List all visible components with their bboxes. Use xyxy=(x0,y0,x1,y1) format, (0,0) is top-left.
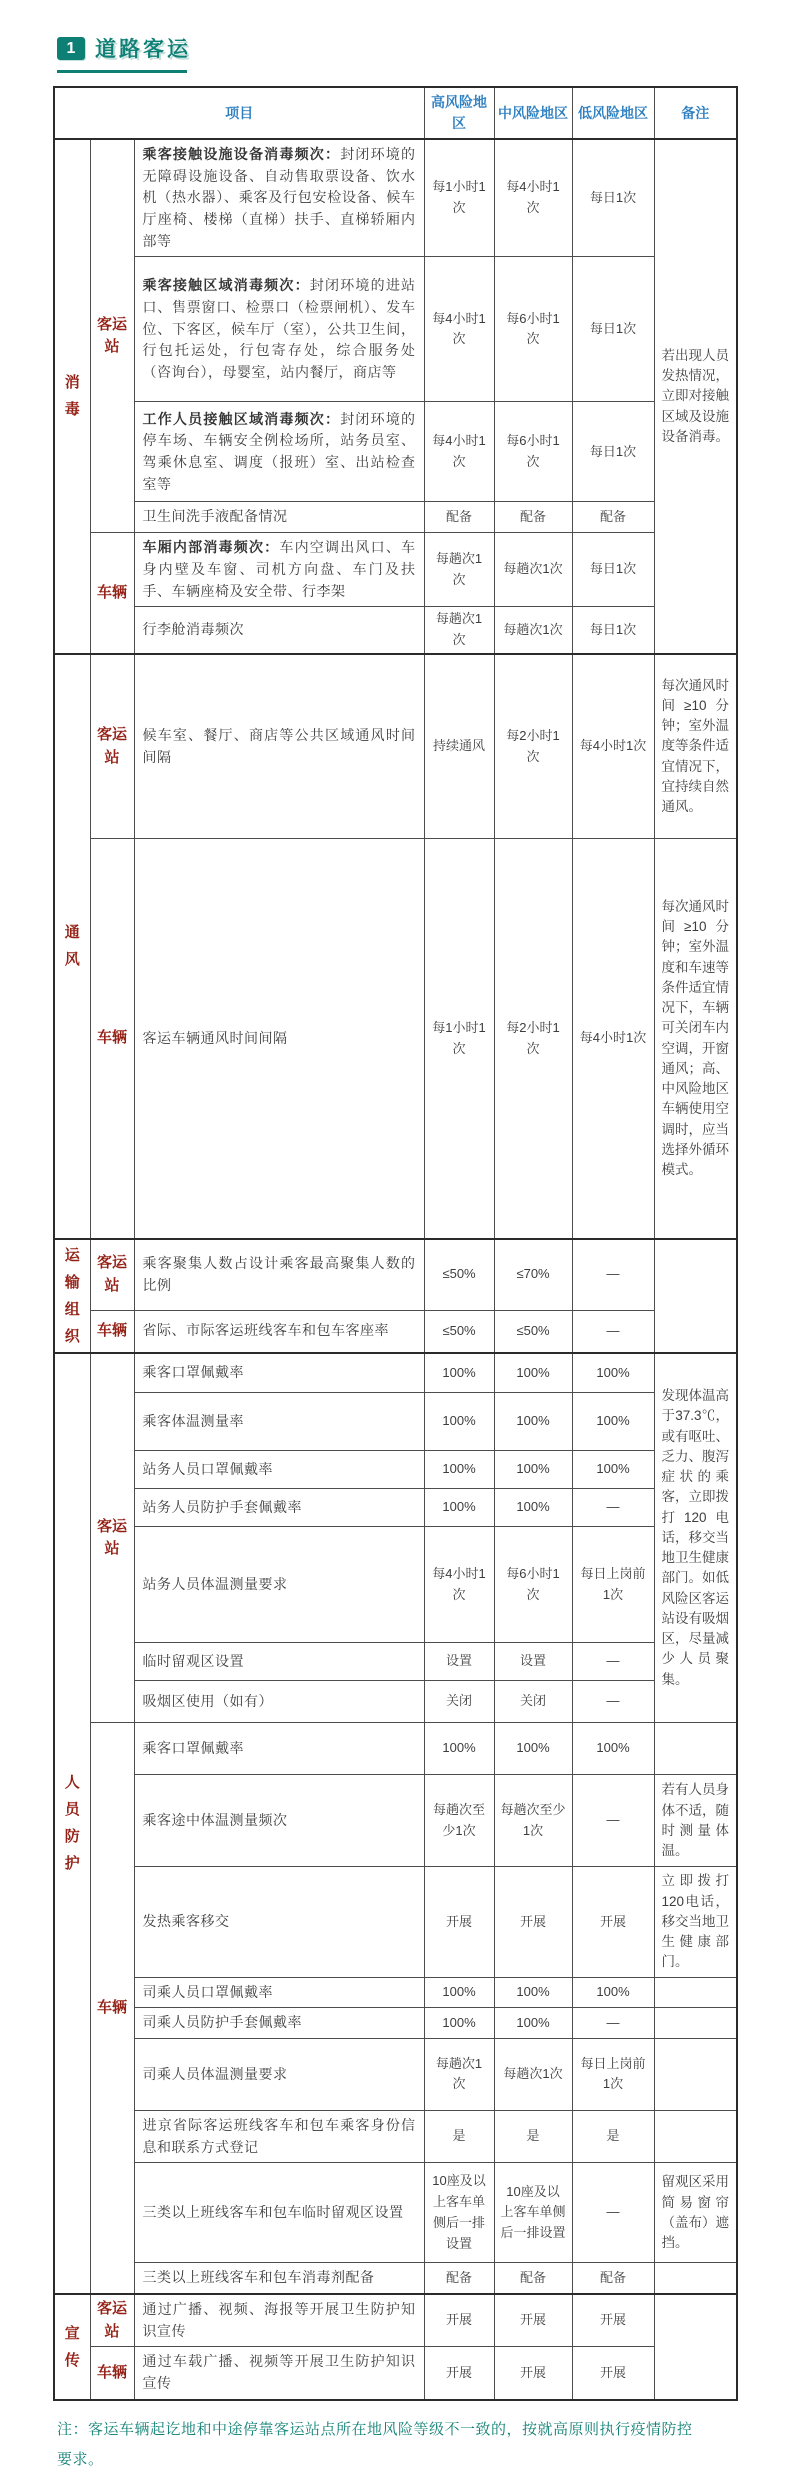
table-row xyxy=(54,1643,737,1681)
value-low: 是 xyxy=(572,2110,654,2162)
vertical-label: 客运站 xyxy=(96,315,127,356)
value-mid: 每趟次1次 xyxy=(494,2038,572,2110)
col-header-low-risk: 低风险地区 xyxy=(572,87,654,139)
vertical-label: 车辆 xyxy=(96,1321,127,1339)
value-mid: 配备 xyxy=(494,2263,572,2294)
value-high: 100% xyxy=(424,2008,494,2039)
table-row xyxy=(54,839,737,1239)
value-mid: 100% xyxy=(494,1489,572,1527)
table-row xyxy=(54,2263,737,2294)
vertical-label: 客运站 xyxy=(96,726,127,766)
value-mid: 每趟次1次 xyxy=(494,607,572,654)
remark-cell xyxy=(654,2263,737,2294)
vertical-label: 客运站 xyxy=(96,1254,127,1294)
value-high: 100% xyxy=(424,1451,494,1489)
table-row xyxy=(54,2008,737,2039)
value-low: 每日上岗前1次 xyxy=(572,1527,654,1643)
remark-cell: 发现体温高于37.3℃，或有呕吐、乏力、腹泻症状的乘客，立即拨打120电话，移交当地卫生健康部门。如低风险区客运站设有吸烟区，尽量减少人员聚集。 xyxy=(654,1353,737,1723)
table-row xyxy=(54,2110,737,2162)
value-mid: 每趟次至少1次 xyxy=(494,1775,572,1867)
value-low: 100% xyxy=(572,1977,654,2008)
item-cell xyxy=(134,1643,424,1681)
sub-label-vehicle xyxy=(90,839,134,1239)
value-high: 开展 xyxy=(424,2347,494,2400)
value-mid: 配备 xyxy=(494,502,572,533)
value-mid: 每6小时1次 xyxy=(494,1527,572,1643)
value-high: 10座及以上客车单侧后一排设置 xyxy=(424,2163,494,2263)
item-cell xyxy=(134,1353,424,1393)
value-mid: 是 xyxy=(494,2110,572,2162)
item-text: 封闭环境的停车场、车辆安全例检场所，站务员室、驾乘休息室、调度（报班）室、出站检查室等 xyxy=(142,410,416,492)
item-text: 乘客口罩佩戴率 xyxy=(142,1364,244,1381)
value-high: 每趟次1次 xyxy=(424,533,494,607)
table-row xyxy=(54,1489,737,1527)
vertical-label: 车辆 xyxy=(96,1029,127,1047)
sub-label-station xyxy=(90,654,134,839)
vertical-label: 消毒 xyxy=(64,374,80,419)
value-low: — xyxy=(572,1775,654,1867)
section-label-publicity xyxy=(54,2294,90,2400)
value-mid: 开展 xyxy=(494,2347,572,2400)
item-cell xyxy=(134,1239,424,1310)
table-row xyxy=(54,2038,737,2110)
sub-label-vehicle xyxy=(90,2347,134,2400)
col-header-mid-risk: 中风险地区 xyxy=(494,87,572,139)
value-low: 100% xyxy=(572,1723,654,1775)
item-cell xyxy=(134,402,424,502)
item-text: 省际、市际客运班线客车和包车客座率 xyxy=(142,1322,389,1339)
table-row xyxy=(54,1775,737,1867)
section-label-transport-organization xyxy=(54,1239,90,1353)
value-low: 100% xyxy=(572,1451,654,1489)
sub-label-station xyxy=(90,1353,134,1723)
value-mid: 关闭 xyxy=(494,1681,572,1723)
item-cell xyxy=(134,607,424,654)
table-row xyxy=(54,1451,737,1489)
value-mid: 10座及以上客车单侧后一排设置 xyxy=(494,2163,572,2263)
table-row xyxy=(54,257,737,402)
value-mid: 100% xyxy=(494,2008,572,2039)
remark-cell xyxy=(654,1723,737,1775)
remark-cell xyxy=(654,2038,737,2110)
item-cell xyxy=(134,533,424,607)
vertical-label: 客运站 xyxy=(96,2300,127,2340)
risk-measures-table xyxy=(53,86,738,2401)
item-cell xyxy=(134,839,424,1239)
value-mid: 100% xyxy=(494,1451,572,1489)
vertical-label: 车辆 xyxy=(96,2363,127,2381)
remark-cell xyxy=(654,1239,737,1353)
value-low: 每日1次 xyxy=(572,257,654,402)
remark-cell: 每次通风时间≥10分钟；室外温度和车速等条件适宜情况下，车辆可关闭车内空调，开窗通风；高、中风险地区车辆使用空调时，应当选择外循环模式。 xyxy=(654,839,737,1239)
vertical-label: 车辆 xyxy=(96,1998,127,2016)
item-text: 临时留观区设置 xyxy=(142,1652,244,1669)
item-cell xyxy=(134,1775,424,1867)
item-cell xyxy=(134,1681,424,1723)
table-row xyxy=(54,1977,737,2008)
value-mid: 每6小时1次 xyxy=(494,257,572,402)
table-row xyxy=(54,2294,737,2347)
table-row xyxy=(54,2163,737,2263)
table-row xyxy=(54,139,737,257)
item-cell xyxy=(134,502,424,533)
remark-cell xyxy=(654,1977,737,2008)
sub-label-station xyxy=(90,1239,134,1310)
value-low: 每日1次 xyxy=(572,607,654,654)
value-high: 100% xyxy=(424,1977,494,2008)
value-high: 配备 xyxy=(424,502,494,533)
page-title: 道路客运 xyxy=(95,38,191,61)
item-cell xyxy=(134,1310,424,1353)
table-header-row xyxy=(54,87,737,139)
value-high: 每趟次1次 xyxy=(424,607,494,654)
item-cell xyxy=(134,1527,424,1643)
vertical-label: 人员防护 xyxy=(64,1774,80,1873)
value-high: 每4小时1次 xyxy=(424,257,494,402)
item-text: 司乘人员防护手套佩戴率 xyxy=(142,2014,302,2031)
item-cell xyxy=(134,1977,424,2008)
remark-cell: 立即拨打120电话，移交当地卫生健康部门。 xyxy=(654,1867,737,1977)
item-text: 站务人员防护手套佩戴率 xyxy=(142,1498,302,1515)
title-underline xyxy=(57,70,187,73)
value-mid: 每2小时1次 xyxy=(494,654,572,839)
value-low: 每日上岗前1次 xyxy=(572,2038,654,2110)
value-low: 配备 xyxy=(572,2263,654,2294)
value-mid: 开展 xyxy=(494,2294,572,2347)
item-text: 通过车载广播、视频等开展卫生防护知识宣传 xyxy=(142,2353,416,2392)
vertical-label: 客运站 xyxy=(96,1517,127,1558)
item-cell xyxy=(134,2263,424,2294)
value-mid: 100% xyxy=(494,1723,572,1775)
table-row xyxy=(54,1393,737,1451)
table-row xyxy=(54,2347,737,2400)
sub-label-vehicle xyxy=(90,533,134,654)
section-number-badge: 1 xyxy=(57,37,85,60)
sub-label-station xyxy=(90,2294,134,2347)
remark-cell: 每次通风时间≥10分钟；室外温度等条件适宜情况下，宜持续自然通风。 xyxy=(654,654,737,839)
item-text: 乘客体温测量率 xyxy=(142,1412,244,1429)
value-high: 开展 xyxy=(424,1867,494,1977)
value-low: 每4小时1次 xyxy=(572,839,654,1239)
item-cell xyxy=(134,2163,424,2263)
value-high: 每趟次1次 xyxy=(424,2038,494,2110)
item-cell xyxy=(134,2294,424,2347)
item-text: 司乘人员体温测量要求 xyxy=(142,2065,288,2082)
item-text: 客运车辆通风时间间隔 xyxy=(142,1029,288,1046)
value-low: — xyxy=(572,2163,654,2263)
value-high: ≤50% xyxy=(424,1239,494,1310)
item-cell xyxy=(134,1451,424,1489)
item-bold-text: 工作人员接触区域消毒频次： xyxy=(142,410,341,427)
value-low: 开展 xyxy=(572,2347,654,2400)
value-high: 100% xyxy=(424,1393,494,1451)
item-text: 封闭环境的进站口、售票窗口、检票口（检票闸机）、发车位、下客区，候车厅（室），公共卫生间，行包托运处，行包寄存处，综合服务处（咨询台），母婴室，站内餐厅，商店等 xyxy=(142,277,416,380)
item-bold-text: 乘客接触区域消毒频次： xyxy=(142,277,310,294)
table-row xyxy=(54,1527,737,1643)
value-low: 100% xyxy=(572,1393,654,1451)
col-header-remark: 备注 xyxy=(654,87,737,139)
value-low: 配备 xyxy=(572,502,654,533)
item-text: 吸烟区使用（如有） xyxy=(142,1692,273,1709)
item-cell xyxy=(134,2347,424,2400)
item-cell xyxy=(134,1393,424,1451)
item-text: 行李舱消毒频次 xyxy=(142,621,244,638)
remark-cell: 若有人员身体不适，随时测量体温。 xyxy=(654,1775,737,1867)
value-low: 每4小时1次 xyxy=(572,654,654,839)
table-row xyxy=(54,654,737,839)
vertical-label: 宣传 xyxy=(64,2324,80,2369)
value-high: 开展 xyxy=(424,2294,494,2347)
value-high: 持续通风 xyxy=(424,654,494,839)
table-row xyxy=(54,1867,737,1977)
item-cell xyxy=(134,2008,424,2039)
value-mid: 设置 xyxy=(494,1643,572,1681)
item-text: 乘客口罩佩戴率 xyxy=(142,1739,244,1756)
value-low: — xyxy=(572,1489,654,1527)
item-text: 候车室、餐厅、商店等公共区域通风时间间隔 xyxy=(142,726,416,765)
value-high: 每1小时1次 xyxy=(424,839,494,1239)
table-row xyxy=(54,1310,737,1353)
value-high: 每4小时1次 xyxy=(424,402,494,502)
item-text: 三类以上班线客车和包车消毒剂配备 xyxy=(142,2269,375,2286)
item-cell xyxy=(134,2110,424,2162)
value-low: 开展 xyxy=(572,2294,654,2347)
vertical-label: 通风 xyxy=(64,924,80,969)
value-low: 开展 xyxy=(572,1867,654,1977)
col-header-project: 项目 xyxy=(54,87,424,139)
table-row xyxy=(54,1681,737,1723)
table-row xyxy=(54,1723,737,1775)
sub-label-vehicle xyxy=(90,1310,134,1353)
item-text: 通过广播、视频、海报等开展卫生防护知识宣传 xyxy=(142,2300,416,2339)
value-mid: 100% xyxy=(494,1977,572,2008)
item-text: 站务人员口罩佩戴率 xyxy=(142,1460,273,1477)
item-cell xyxy=(134,1723,424,1775)
value-mid: 每趟次1次 xyxy=(494,533,572,607)
item-cell xyxy=(134,139,424,257)
value-low: 100% xyxy=(572,1353,654,1393)
remark-cell xyxy=(654,2294,737,2400)
value-mid: 每2小时1次 xyxy=(494,839,572,1239)
value-high: 是 xyxy=(424,2110,494,2162)
value-high: 100% xyxy=(424,1489,494,1527)
value-low: 每日1次 xyxy=(572,139,654,257)
remark-cell: 留观区采用简易窗帘（盖布）遮挡。 xyxy=(654,2163,737,2263)
value-low: 每日1次 xyxy=(572,533,654,607)
item-cell xyxy=(134,1489,424,1527)
value-mid: ≤70% xyxy=(494,1239,572,1310)
page-header xyxy=(57,33,808,63)
value-mid: 开展 xyxy=(494,1867,572,1977)
item-cell xyxy=(134,654,424,839)
item-text: 卫生间洗手液配备情况 xyxy=(142,508,288,525)
value-low: — xyxy=(572,1681,654,1723)
section-label-disinfection xyxy=(54,139,90,654)
table-row xyxy=(54,607,737,654)
value-low: — xyxy=(572,1239,654,1310)
item-text: 站务人员体温测量要求 xyxy=(142,1575,288,1592)
table-row xyxy=(54,502,737,533)
col-header-high-risk: 高风险地区 xyxy=(424,87,494,139)
item-text: 三类以上班线客车和包车临时留观区设置 xyxy=(142,2203,404,2220)
value-high: 100% xyxy=(424,1723,494,1775)
section-label-ventilation xyxy=(54,654,90,1239)
footnote: 注：客运车辆起讫地和中途停靠客运站点所在地风险等级不一致的，按就高原则执行疫情防控要求。 xyxy=(57,2420,693,2468)
item-text: 进京省际客运班线客车和包车乘客身份信息和联系方式登记 xyxy=(142,2116,416,2155)
item-bold-text: 乘客接触设施设备消毒频次： xyxy=(142,146,341,162)
table-row xyxy=(54,1353,737,1393)
vertical-label: 运输组织 xyxy=(64,1246,80,1345)
value-high: 设置 xyxy=(424,1643,494,1681)
item-cell xyxy=(134,257,424,402)
value-mid: ≤50% xyxy=(494,1310,572,1353)
item-text: 发热乘客移交 xyxy=(142,1913,230,1930)
remark-cell: 若出现人员发热情况，立即对接触区域及设施设备消毒。 xyxy=(654,139,737,654)
value-high: ≤50% xyxy=(424,1310,494,1353)
value-high: 配备 xyxy=(424,2263,494,2294)
value-high: 100% xyxy=(424,1353,494,1393)
value-high: 每趟次至少1次 xyxy=(424,1775,494,1867)
value-mid: 每6小时1次 xyxy=(494,402,572,502)
table-row xyxy=(54,533,737,607)
item-bold-text: 车厢内部消毒频次： xyxy=(142,539,280,556)
value-high: 每4小时1次 xyxy=(424,1527,494,1643)
value-low: 每日1次 xyxy=(572,402,654,502)
table-row xyxy=(54,1239,737,1310)
value-mid: 100% xyxy=(494,1353,572,1393)
item-cell xyxy=(134,1867,424,1977)
sub-label-station xyxy=(90,139,134,533)
table-row xyxy=(54,402,737,502)
value-low: — xyxy=(572,2008,654,2039)
item-text: 司乘人员口罩佩戴率 xyxy=(142,1983,273,2000)
item-text: 封闭环境的无障碍设施设备、自动售取票设备、饮水机（热水器）、乘客及行包安检设备、候车厅座椅、楼梯（直梯）扶手、直梯轿厢内部等 xyxy=(142,146,416,249)
value-mid: 每4小时1次 xyxy=(494,139,572,257)
value-mid: 100% xyxy=(494,1393,572,1451)
item-text: 乘客聚集人数占设计乘客最高聚集人数的比例 xyxy=(142,1254,416,1293)
value-high: 关闭 xyxy=(424,1681,494,1723)
item-text: 车内空调出风口、车身内壁及车窗、司机方向盘、车门及扶手、车辆座椅及安全带、行李架 xyxy=(142,539,416,599)
value-low: — xyxy=(572,1310,654,1353)
item-cell xyxy=(134,2038,424,2110)
vertical-label: 车辆 xyxy=(96,583,127,601)
section-label-personnel-protection xyxy=(54,1353,90,2294)
sub-label-vehicle xyxy=(90,1723,134,2294)
item-text: 乘客途中体温测量频次 xyxy=(142,1811,288,1828)
value-high: 每1小时1次 xyxy=(424,139,494,257)
value-low: — xyxy=(572,1643,654,1681)
remark-cell xyxy=(654,2110,737,2162)
remark-cell xyxy=(654,2008,737,2039)
